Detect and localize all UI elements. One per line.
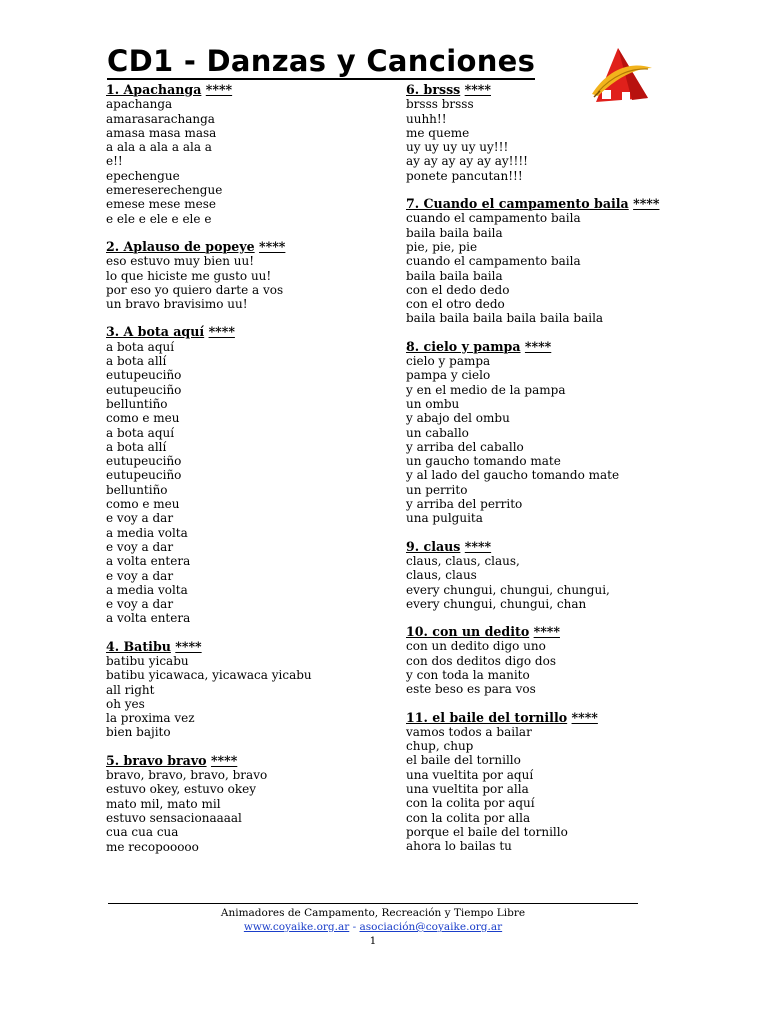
lyric-line: con un dedito digo uno bbox=[406, 639, 546, 654]
lyric-line: batibu yicawaca, yicawaca yicabu bbox=[106, 668, 312, 683]
song-rating: **** bbox=[208, 324, 235, 340]
lyric-line: baila baila baila bbox=[406, 225, 503, 240]
lyric-line: un ombu bbox=[406, 396, 460, 411]
lyric-line: batibu yicabu bbox=[106, 653, 189, 668]
song bbox=[106, 240, 396, 311]
lyric-line: baila baila baila baila baila baila bbox=[406, 311, 604, 326]
song-title bbox=[406, 83, 696, 97]
lyric-line: emese mese mese bbox=[106, 197, 216, 212]
website-link[interactable]: www.coyaike.org.ar bbox=[243, 921, 350, 933]
lyric-line: all right bbox=[106, 682, 155, 697]
song bbox=[406, 197, 696, 326]
lyric-line: a media volta bbox=[106, 582, 188, 597]
lyric-line: eutupeuciño bbox=[106, 382, 182, 397]
lyric-line: pie, pie, pie bbox=[406, 239, 478, 254]
lyric-line: con el dedo dedo bbox=[406, 282, 510, 297]
lyric-line: y en el medio de la pampa bbox=[406, 382, 566, 397]
lyric-line: ponete pancutan!!! bbox=[406, 168, 523, 183]
song-title-text: 8. cielo y pampa bbox=[406, 338, 521, 354]
lyric-line: con la colita por alla bbox=[406, 810, 531, 825]
song-title-text: 11. el baile del tornillo bbox=[406, 709, 568, 725]
song-rating: **** bbox=[175, 638, 202, 654]
lyric-line: a volta entera bbox=[106, 554, 191, 569]
lyric-line: pampa y cielo bbox=[406, 368, 491, 383]
lyric-line: bravo, bravo, bravo, bravo bbox=[106, 768, 268, 783]
song-title-text: 10. con un dedito bbox=[406, 624, 530, 640]
song-title bbox=[106, 83, 396, 97]
lyric-line: e voy a dar bbox=[106, 511, 174, 526]
lyric-line: baila baila baila bbox=[406, 268, 503, 283]
song-rating: **** bbox=[533, 624, 560, 640]
song-title-text: 3. A bota aquí bbox=[106, 324, 205, 340]
lyric-line: con la colita por aquí bbox=[406, 796, 535, 811]
song-title-text: 7. Cuando el campamento baila bbox=[406, 196, 629, 212]
lyric-line: ay ay ay ay ay ay!!!! bbox=[406, 154, 528, 169]
song-title bbox=[406, 625, 696, 639]
song bbox=[406, 540, 696, 611]
song-title-text: 4. Batibu bbox=[106, 638, 171, 654]
lyric-line: brsss brsss bbox=[406, 97, 474, 112]
song-rating: **** bbox=[210, 752, 238, 768]
song-rating: **** bbox=[464, 82, 491, 97]
lyric-line: y abajo del ombu bbox=[406, 411, 510, 426]
lyric-line: eutupeuciño bbox=[106, 454, 182, 469]
lyric-line: eutupeuciño bbox=[106, 368, 182, 383]
song-title-text: 6. brsss bbox=[406, 82, 461, 97]
song-title bbox=[106, 754, 396, 768]
song bbox=[106, 640, 396, 740]
song-title bbox=[406, 197, 696, 211]
lyric-line: amasa masa masa bbox=[106, 125, 217, 140]
right-column bbox=[406, 83, 696, 868]
lyric-line: y con toda la manito bbox=[406, 667, 530, 682]
song-rating: **** bbox=[205, 82, 233, 97]
song-title bbox=[106, 240, 396, 254]
footer-org: Animadores de Campamento, Recreación y Tiempo Libre bbox=[220, 907, 526, 919]
lyric-line: belluntiño bbox=[106, 396, 168, 411]
left-column bbox=[106, 83, 396, 868]
song-rating: **** bbox=[464, 538, 492, 554]
song-title bbox=[406, 340, 696, 354]
lyric-line: una pulguita bbox=[406, 511, 483, 526]
lyric-line: a bota allí bbox=[106, 354, 167, 369]
lyric-line: por eso yo quiero darte a vos bbox=[106, 282, 284, 297]
lyric-line: y arriba del caballo bbox=[406, 439, 524, 454]
lyric-line: every chungui, chungui, chungui, bbox=[406, 582, 610, 597]
lyric-line: e voy a dar bbox=[106, 539, 174, 554]
lyric-line: mato mil, mato mil bbox=[106, 796, 221, 811]
lyric-line: oh yes bbox=[106, 696, 145, 711]
lyric-line: ahora lo bailas tu bbox=[406, 839, 512, 854]
lyric-line: epechengue bbox=[106, 168, 180, 183]
song-title-text: 5. bravo bravo bbox=[106, 752, 207, 768]
lyric-line: un gaucho tomando mate bbox=[406, 454, 561, 469]
song-rating: **** bbox=[633, 196, 660, 212]
song-title bbox=[106, 640, 396, 654]
song-rating: **** bbox=[259, 238, 286, 254]
lyric-line: a ala a ala a ala a bbox=[106, 140, 212, 155]
lyric-line: a bota allí bbox=[106, 439, 167, 454]
lyric-line: estuvo okey, estuvo okey bbox=[106, 782, 257, 797]
email-link[interactable]: asociación@coyaike.org.ar bbox=[359, 921, 503, 933]
page-title: CD1 - Danzas y Canciones bbox=[107, 44, 536, 78]
song-title-text: 9. claus bbox=[406, 538, 461, 554]
lyric-line: apachanga bbox=[106, 97, 173, 112]
lyric-line: un perrito bbox=[406, 482, 468, 497]
song bbox=[106, 83, 396, 226]
lyric-line: como e meu bbox=[106, 497, 180, 512]
lyric-line: lo que hiciste me gusto uu! bbox=[106, 268, 272, 283]
lyric-line: a media volta bbox=[106, 525, 188, 540]
song-title bbox=[406, 711, 696, 725]
lyric-line: claus, claus bbox=[406, 568, 477, 583]
song-title bbox=[406, 540, 696, 554]
song-title bbox=[106, 325, 396, 339]
lyric-line: e voy a dar bbox=[106, 597, 174, 612]
lyric-line: me recopooooo bbox=[106, 839, 199, 854]
song-rating: **** bbox=[571, 709, 598, 725]
footer-divider bbox=[108, 903, 638, 904]
song bbox=[406, 711, 696, 854]
lyric-line: el baile del tornillo bbox=[406, 753, 521, 768]
lyric-line: con el otro dedo bbox=[406, 297, 505, 312]
lyric-line: eso estuvo muy bien uu! bbox=[106, 254, 255, 269]
lyric-line: belluntiño bbox=[106, 482, 168, 497]
page-number: 1 bbox=[369, 935, 377, 947]
lyric-line: un caballo bbox=[406, 425, 469, 440]
lyric-line: y al lado del gaucho tomando mate bbox=[406, 468, 620, 483]
lyric-line: estuvo sensacionaaaal bbox=[106, 810, 242, 825]
lyric-line: como e meu bbox=[106, 411, 180, 426]
lyric-line: cua cua cua bbox=[106, 825, 179, 840]
song bbox=[406, 340, 696, 526]
lyric-line: un bravo bravisimo uu! bbox=[106, 297, 248, 312]
lyric-line: cuando el campamento baila bbox=[406, 211, 581, 226]
lyric-line: a bota aquí bbox=[106, 425, 175, 440]
lyric-line: cielo y pampa bbox=[406, 354, 491, 369]
lyric-line: la proxima vez bbox=[106, 711, 195, 726]
lyric-line: uuhh!! bbox=[406, 111, 447, 126]
lyric-line: chup, chup bbox=[406, 739, 474, 754]
lyric-line: este beso es para vos bbox=[406, 682, 536, 697]
lyric-line: emereserechengue bbox=[106, 183, 223, 198]
footer-separator: - bbox=[349, 921, 360, 933]
lyric-line: cuando el campamento baila bbox=[406, 254, 581, 269]
footer bbox=[108, 906, 638, 948]
lyric-line: y arriba del perrito bbox=[406, 497, 523, 512]
lyric-line: una vueltita por alla bbox=[406, 782, 529, 797]
lyric-line: claus, claus, claus, bbox=[406, 553, 520, 568]
lyric-line: vamos todos a bailar bbox=[406, 724, 532, 739]
lyric-line: con dos deditos digo dos bbox=[406, 653, 556, 668]
lyric-line: e!! bbox=[106, 154, 123, 169]
lyric-line: una vueltita por aquí bbox=[406, 767, 534, 782]
song bbox=[406, 625, 696, 696]
lyric-line: amarasarachanga bbox=[106, 111, 215, 126]
lyric-line: eutupeuciño bbox=[106, 468, 182, 483]
lyric-line: porque el baile del tornillo bbox=[406, 824, 568, 839]
lyric-line: me queme bbox=[406, 125, 470, 140]
lyric-line: bien bajito bbox=[106, 725, 171, 740]
song bbox=[106, 754, 396, 854]
song-title-text: 1. Apachanga bbox=[106, 82, 202, 97]
footer-links bbox=[108, 920, 638, 934]
lyric-line: a volta entera bbox=[106, 611, 191, 626]
lyric-line: uy uy uy uy uy!!! bbox=[406, 140, 509, 155]
lyric-line: e voy a dar bbox=[106, 568, 174, 583]
song-rating: **** bbox=[524, 338, 552, 354]
song bbox=[106, 325, 396, 625]
song bbox=[406, 83, 696, 183]
song-title-text: 2. Aplauso de popeye bbox=[106, 238, 255, 254]
lyric-line: a bota aquí bbox=[106, 339, 175, 354]
lyric-line: e ele e ele e ele e bbox=[106, 211, 212, 226]
lyric-line: every chungui, chungui, chan bbox=[406, 596, 587, 611]
